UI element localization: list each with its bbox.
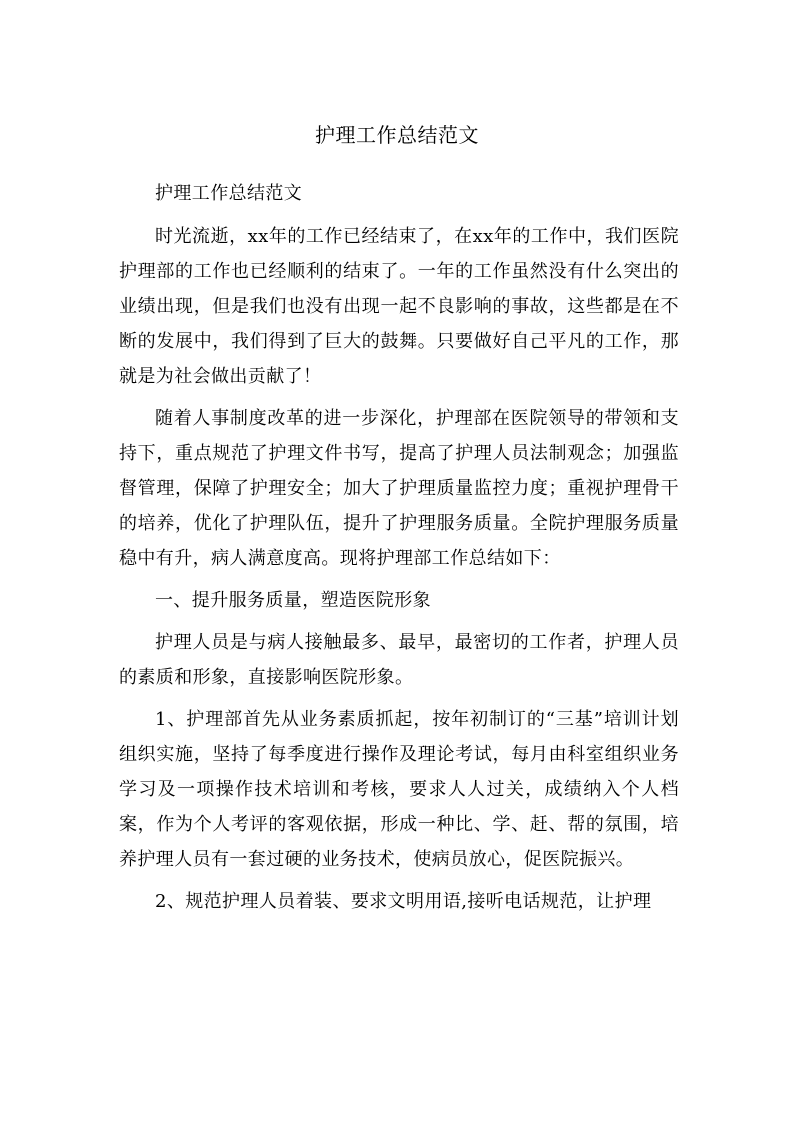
document-body — [119, 176, 679, 926]
section-heading-1: 一、提升服务质量，塑造医院形象 — [155, 590, 431, 611]
document-subtitle: 护理工作总结范文 — [155, 183, 303, 204]
paragraph-item-2: 2、规范护理人员着装、要求文明用语,接听电话规范，让护理 — [155, 891, 652, 912]
document-title: 护理工作总结范文 — [315, 123, 479, 147]
paragraph-intro: 时光流逝，xx年的工作已经结束了，在xx年的工作中，我们医院护理部的工作也已经顺利的结束了。一年的工作虽然没有什么突出的业绩出现，但是我们也没有出现一起不良影响的事故，这些都是在不断的发展中，我们得到了巨大的鼓舞。只要做好自己平凡的工作，那就是为社会做出贡献了！ — [119, 226, 679, 387]
paragraph-reform: 随着人事制度改革的进一步深化，护理部在医院领导的带领和支持下，重点规范了护理文件书写，提高了护理人员法制观念；加强监督管理，保障了护理安全；加大了护理质量监控力度；重视护理骨干的培养，优化了护理队伍，提升了护理服务质量。全院护理服务质量稳中有升，病人满意度高。现将护理部工作总结如下： — [119, 408, 679, 569]
paragraph-staff-image: 护理人员是与病人接触最多、最早，最密切的工作者，护理人员的素质和形象，直接影响医院形象。 — [119, 632, 679, 688]
paragraph-item-1: 1、护理部首先从业务素质抓起，按年初制订的“三基”培训计划组织实施，坚持了每季度进行操作及理论考试，每月由科室组织业务学习及一项操作技术培训和考核，要求人人过关，成绩纳入个人档案，作为个人考评的客观依据，形成一种比、学、赶、帮的氛围，培养护理人员有一套过硬的业务技术，使病员放心，促医院振兴。 — [119, 709, 679, 870]
